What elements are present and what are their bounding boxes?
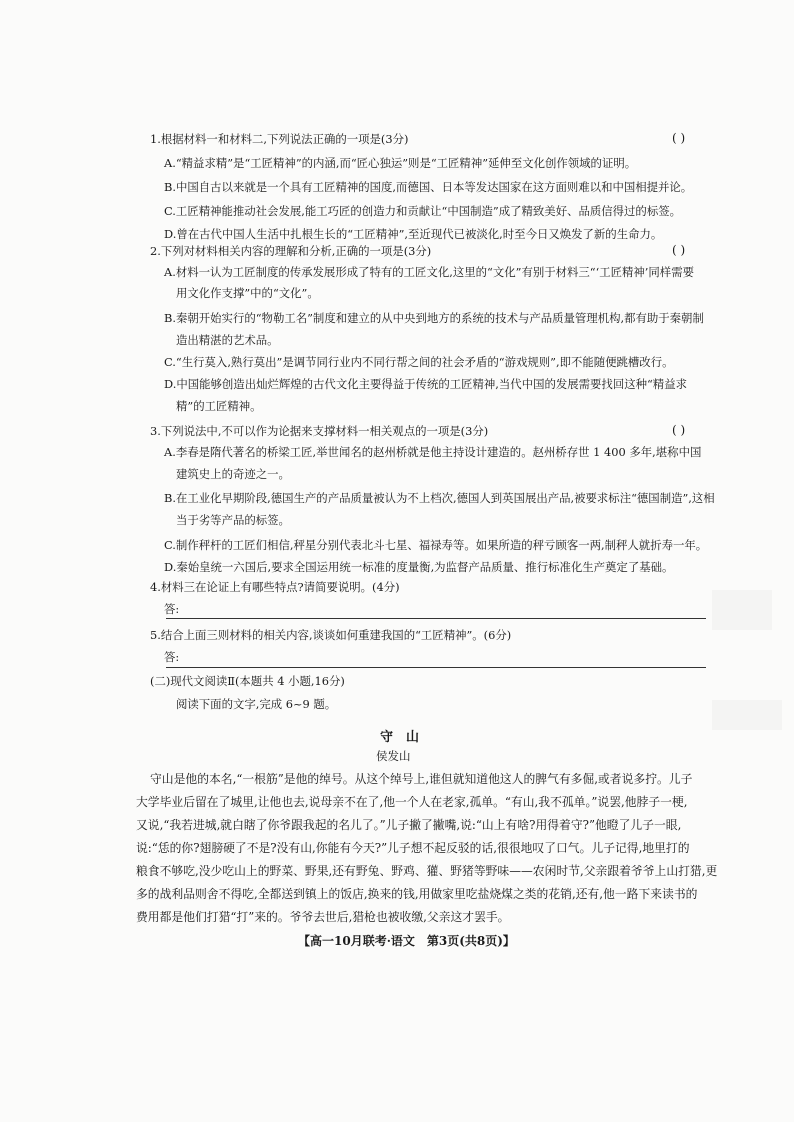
- q2-answer-parentheses: ( ): [672, 243, 686, 257]
- q3-option-a: A.李春是隋代著名的桥梁工匠,举世闻名的赵州桥就是他主持设计建造的。赵州桥存世 1 400 多年,堪称中国: [164, 445, 702, 459]
- article-title: 守 山: [380, 730, 420, 745]
- scan-bleed-mark: [712, 700, 782, 730]
- q2-option-a: A.材料一认为工匠制度的传承发展形成了特有的工匠文化,这里的“文化”有别于材料三“‘工匠精神’同样需要: [164, 265, 694, 279]
- article-line: 大学毕业后留在了城里,让他也去,说母亲不在了,他一个人在老家,孤单。“有山,我不孤单。”说罢,他脖子一梗,: [136, 795, 688, 809]
- q5-answer-line[interactable]: [166, 667, 706, 668]
- q4-answer-label: 答:: [164, 602, 180, 616]
- q1-stem: 1.根据材料一和材料二,下列说法正确的一项是(3分): [150, 132, 409, 146]
- article-author: 侯发山: [376, 749, 411, 763]
- q2-stem: 2.下列对材料相关内容的理解和分析,正确的一项是(3分): [150, 244, 432, 258]
- section-instruction: 阅读下面的文字,完成 6~9 题。: [176, 697, 337, 711]
- q3-answer-parentheses: ( ): [672, 423, 686, 437]
- q5-answer-label: 答:: [164, 650, 180, 664]
- q4-stem: 4.材料三在论证上有哪些特点?请简要说明。(4分): [150, 580, 400, 594]
- q5-stem: 5.结合上面三则材料的相关内容,谈谈如何重建我国的“工匠精神”。(6分): [150, 628, 512, 642]
- q4-answer-line[interactable]: [166, 618, 706, 619]
- q2-option-a-cont: 用文化作支撑”中的“文化”。: [176, 286, 319, 300]
- q2-option-b-cont: 造出精湛的艺术品。: [176, 333, 279, 347]
- q3-option-b-cont: 当于劣等产品的标签。: [176, 513, 290, 527]
- q2-option-d: D.中国能够创造出灿烂辉煌的古代文化主要得益于传统的工匠精神,当代中国的发展需要找回这种“精益求: [164, 377, 687, 391]
- scan-bleed-mark: [712, 590, 772, 630]
- q1-option-c: C.工匠精神能推动社会发展,能工巧匠的创造力和贡献让“中国制造”成了精致美好、品质信得过的标签。: [164, 204, 681, 218]
- article-line: 说:“恁的你?翅膀硬了不是?没有山,你能有今天?”儿子想不起反驳的话,很很地叹了口气。儿子记得,地里打的: [136, 841, 690, 855]
- article-line: 粮食不够吃,没少吃山上的野菜、野果,还有野兔、野鸡、獾、野猪等野味——农闲时节,父亲跟着爷爷上山打猎,更: [136, 864, 718, 878]
- q3-option-c: C.制作秤杆的工匠们相信,秤星分别代表北斗七星、福禄寿等。如果所造的秤亏顾客一两,制秤人就折寿一年。: [164, 538, 708, 552]
- q1-option-d: D.曾在古代中国人生活中扎根生长的“工匠精神”,至近现代已被淡化,时至今日又焕发了新的生命力。: [164, 227, 663, 241]
- article-line: 又说,“我若进城,就白瞎了你爷跟我起的名儿了。”儿子撇了撇嘴,说:“山上有啥?用得着守?”他瞪了儿子一眼,: [136, 818, 682, 832]
- q3-option-a-cont: 建筑史上的奇迹之一。: [176, 467, 290, 481]
- article-line: 多的战利品则舍不得吃,全都送到镇上的饭店,换来的钱,用做家里吃盐烧煤之类的花销,还有,他一路下来读书的: [136, 887, 698, 901]
- page-footer: 【高一10月联考·语文 第3页(共8页)】: [298, 934, 515, 948]
- q3-stem: 3.下列说法中,不可以作为论据来支撑材料一相关观点的一项是(3分): [150, 424, 489, 438]
- q3-option-d: D.秦始皇统一六国后,要求全国运用统一标准的度量衡,为监督产品质量、推行标准化生产奠定了基础。: [164, 560, 674, 574]
- q2-option-b: B.秦朝开始实行的“物勒工名”制度和建立的从中央到地方的系统的技术与产品质量管理机构,都有助于秦朝制: [164, 311, 704, 325]
- q1-option-b: B.中国自古以来就是一个具有工匠精神的国度,而德国、日本等发达国家在这方面则难以和中国相提并论。: [164, 180, 693, 194]
- q2-option-d-cont: 精”的工匠精神。: [176, 399, 262, 413]
- q3-option-b: B.在工业化早期阶段,德国生产的产品质量被认为不上档次,德国人到英国展出产品,被要求标注“德国制造”,这相: [164, 491, 715, 505]
- article-line: 守山是他的本名,“一根筋”是他的绰号。从这个绰号上,谁但就知道他这人的脾气有多倔,或者说多拧。儿子: [150, 772, 693, 786]
- section-heading: (二)现代文阅读Ⅱ(本题共 4 小题,16分): [150, 674, 345, 688]
- article-line: 费用都是他们打猎“打”来的。爷爷去世后,猎枪也被收缴,父亲这才罢手。: [136, 910, 510, 924]
- q1-answer-parentheses: ( ): [672, 131, 686, 145]
- q1-option-a: A.“精益求精”是“工匠精神”的内涵,而“匠心独运”则是“工匠精神”延伸至文化创作领域的证明。: [164, 156, 637, 170]
- q2-option-c: C.“生行莫入,熟行莫出”是调节同行业内不同行帮之间的社会矛盾的“游戏规则”,即不能随便跳槽改行。: [164, 355, 674, 369]
